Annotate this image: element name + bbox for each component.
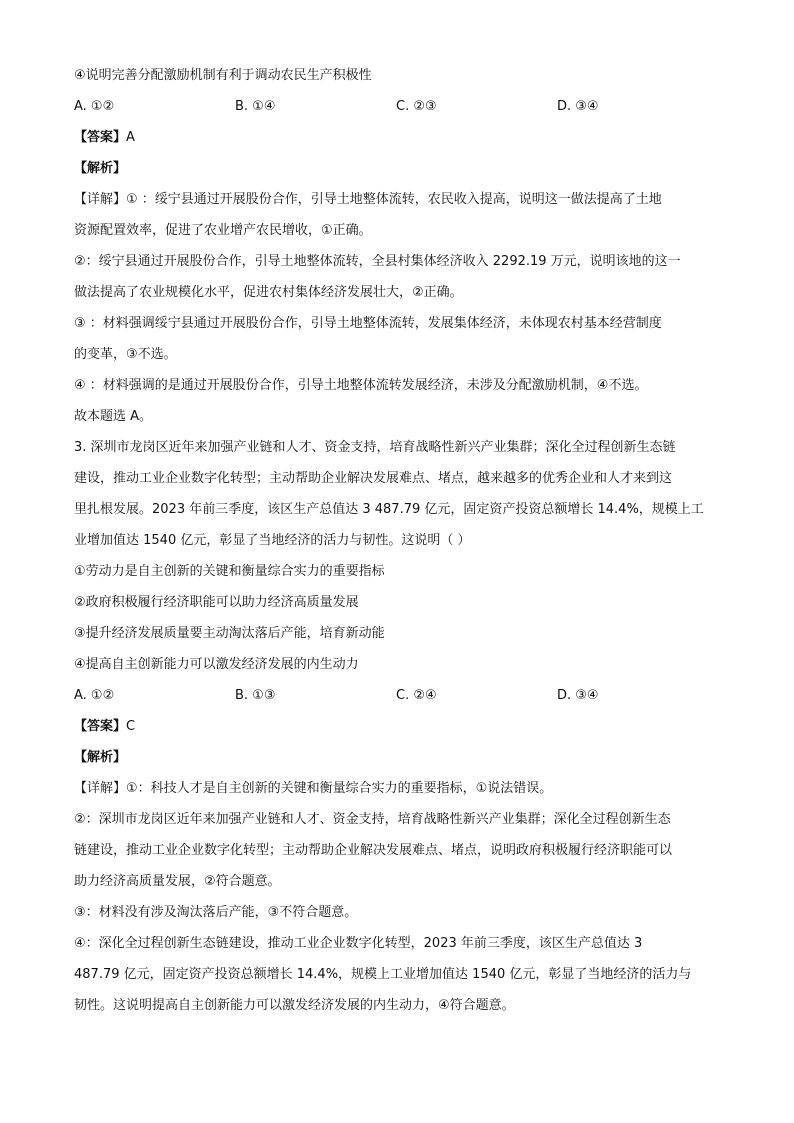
q2-answer (74, 122, 724, 153)
q2-answer-label: 【答案】 (74, 130, 127, 145)
q2-answer-value: A (126, 130, 135, 145)
q3-detail-line-2: ②：深圳市龙岗区近年来加强产业链和人才、资金支持，培育战略性新兴产业集群；深化全过程创新生态 (74, 812, 671, 827)
q3-statement-2: ②政府积极履行经济职能可以助力经济高质量发展 (74, 595, 359, 610)
q3-stem-line-3: 里扎根发展。2023 年前三季度，该区生产总值达 3 487.79 亿元，固定资产投资总额增长 14.4%，规模上工 (74, 502, 704, 517)
q3-detail-line-7: 487.79 亿元，固定资产投资总额增长 14.4%，规模上工业增加值达 1540 亿元，彰显了当地经济的活力与 (74, 967, 692, 982)
q3-statement-4: ④提高自主创新能力可以激发经济发展的内生动力 (74, 657, 359, 672)
q3-stem-line-2: 建设，推动工业企业数字化转型；主动帮助企业解决发展难点、堵点，越来越多的优秀企业和人才来到这 (74, 471, 673, 486)
q3-statement-3: ③提升经济发展质量要主动淘汰落后产能，培育新动能 (74, 626, 385, 641)
q3-detail-line-3: 链建设，推动工业企业数字化转型；主动帮助企业解决发展难点、堵点，说明政府积极履行经济职能可以 (74, 843, 673, 858)
q2-detail-line-2: 资源配置效率，促进了农业增产农民增收，①正确。 (74, 223, 372, 238)
q3-stem-line-4: 业增加值达 1540 亿元，彰显了当地经济的活力与韧性。这说明（ ） (74, 533, 471, 548)
q2-detail-line-3: ②：绥宁县通过开展股份合作，引导土地整体流转，全县村集体经济收入 2292.19 万元，说明该地的这一 (74, 254, 681, 269)
q3-option-d: D. ③④ (557, 688, 599, 703)
q3-option-c: C. ②④ (396, 688, 437, 703)
q3-option-b: B. ①③ (235, 688, 276, 703)
q2-options (74, 91, 724, 122)
q3-answer (74, 711, 724, 742)
q2-option-a: A. ①② (74, 99, 115, 114)
q3-detail-line-4: 助力经济高质量发展，②符合题意。 (74, 874, 281, 889)
q2-conclusion: 故本题选 A。 (74, 409, 153, 424)
q3-option-a: A. ①② (74, 688, 115, 703)
q3-answer-label: 【答案】 (74, 719, 127, 734)
q3-detail-line-6: ④：深化全过程创新生态链建设，推动工业企业数字化转型，2023 年前三季度，该区生产总值达 3 (74, 936, 643, 951)
q3-detail-line-8: 韧性。这说明提高自主创新能力可以激发经济发展的内生动力，④符合题意。 (74, 998, 515, 1013)
q2-statement-4: ④说明完善分配激励机制有利于调动农民生产积极性 (74, 68, 372, 83)
q3-detail-line-1: 【详解】①：科技人才是自主创新的关键和衡量综合实力的重要指标，①说法错误。 (74, 781, 553, 796)
q3-answer-value: C (126, 719, 136, 734)
q2-detail-line-7: ④ ：材料强调的是通过开展股份合作，引导土地整体流转发展经济，未涉及分配激励机制，④不选。 (74, 378, 648, 393)
q2-option-d: D. ③④ (557, 99, 599, 114)
q3-stem-line-1: 3. 深圳市龙岗区近年来加强产业链和人才、资金支持，培育战略性新兴产业集群；深化全过程创新生态链 (74, 440, 676, 455)
q2-detail-line-4: 做法提高了农业规模化水平，促进农村集体经济发展壮大，②正确。 (74, 285, 463, 300)
q2-detail-line-5: ③ ：材料强调绥宁县通过开展股份合作，引导土地整体流转，发展集体经济，未体现农村基本经营制度 (74, 316, 662, 331)
q2-detail-line-1: 【详解】① ：绥宁县通过开展股份合作，引导土地整体流转，农民收入提高，说明这一做法提高了土地 (74, 192, 662, 207)
q3-options (74, 680, 724, 711)
document-page (74, 60, 724, 1021)
q2-detail-line-6: 的变革，③不选。 (74, 347, 177, 362)
q2-option-c: C. ②③ (396, 99, 437, 114)
q3-statement-1: ①劳动力是自主创新的关键和衡量综合实力的重要指标 (74, 564, 385, 579)
q2-option-b: B. ①④ (235, 99, 276, 114)
q3-analysis-label: 【解析】 (74, 750, 127, 765)
q2-analysis-label: 【解析】 (74, 161, 127, 176)
q3-detail-line-5: ③：材料没有涉及淘汰落后产能，③不符合题意。 (74, 905, 358, 920)
